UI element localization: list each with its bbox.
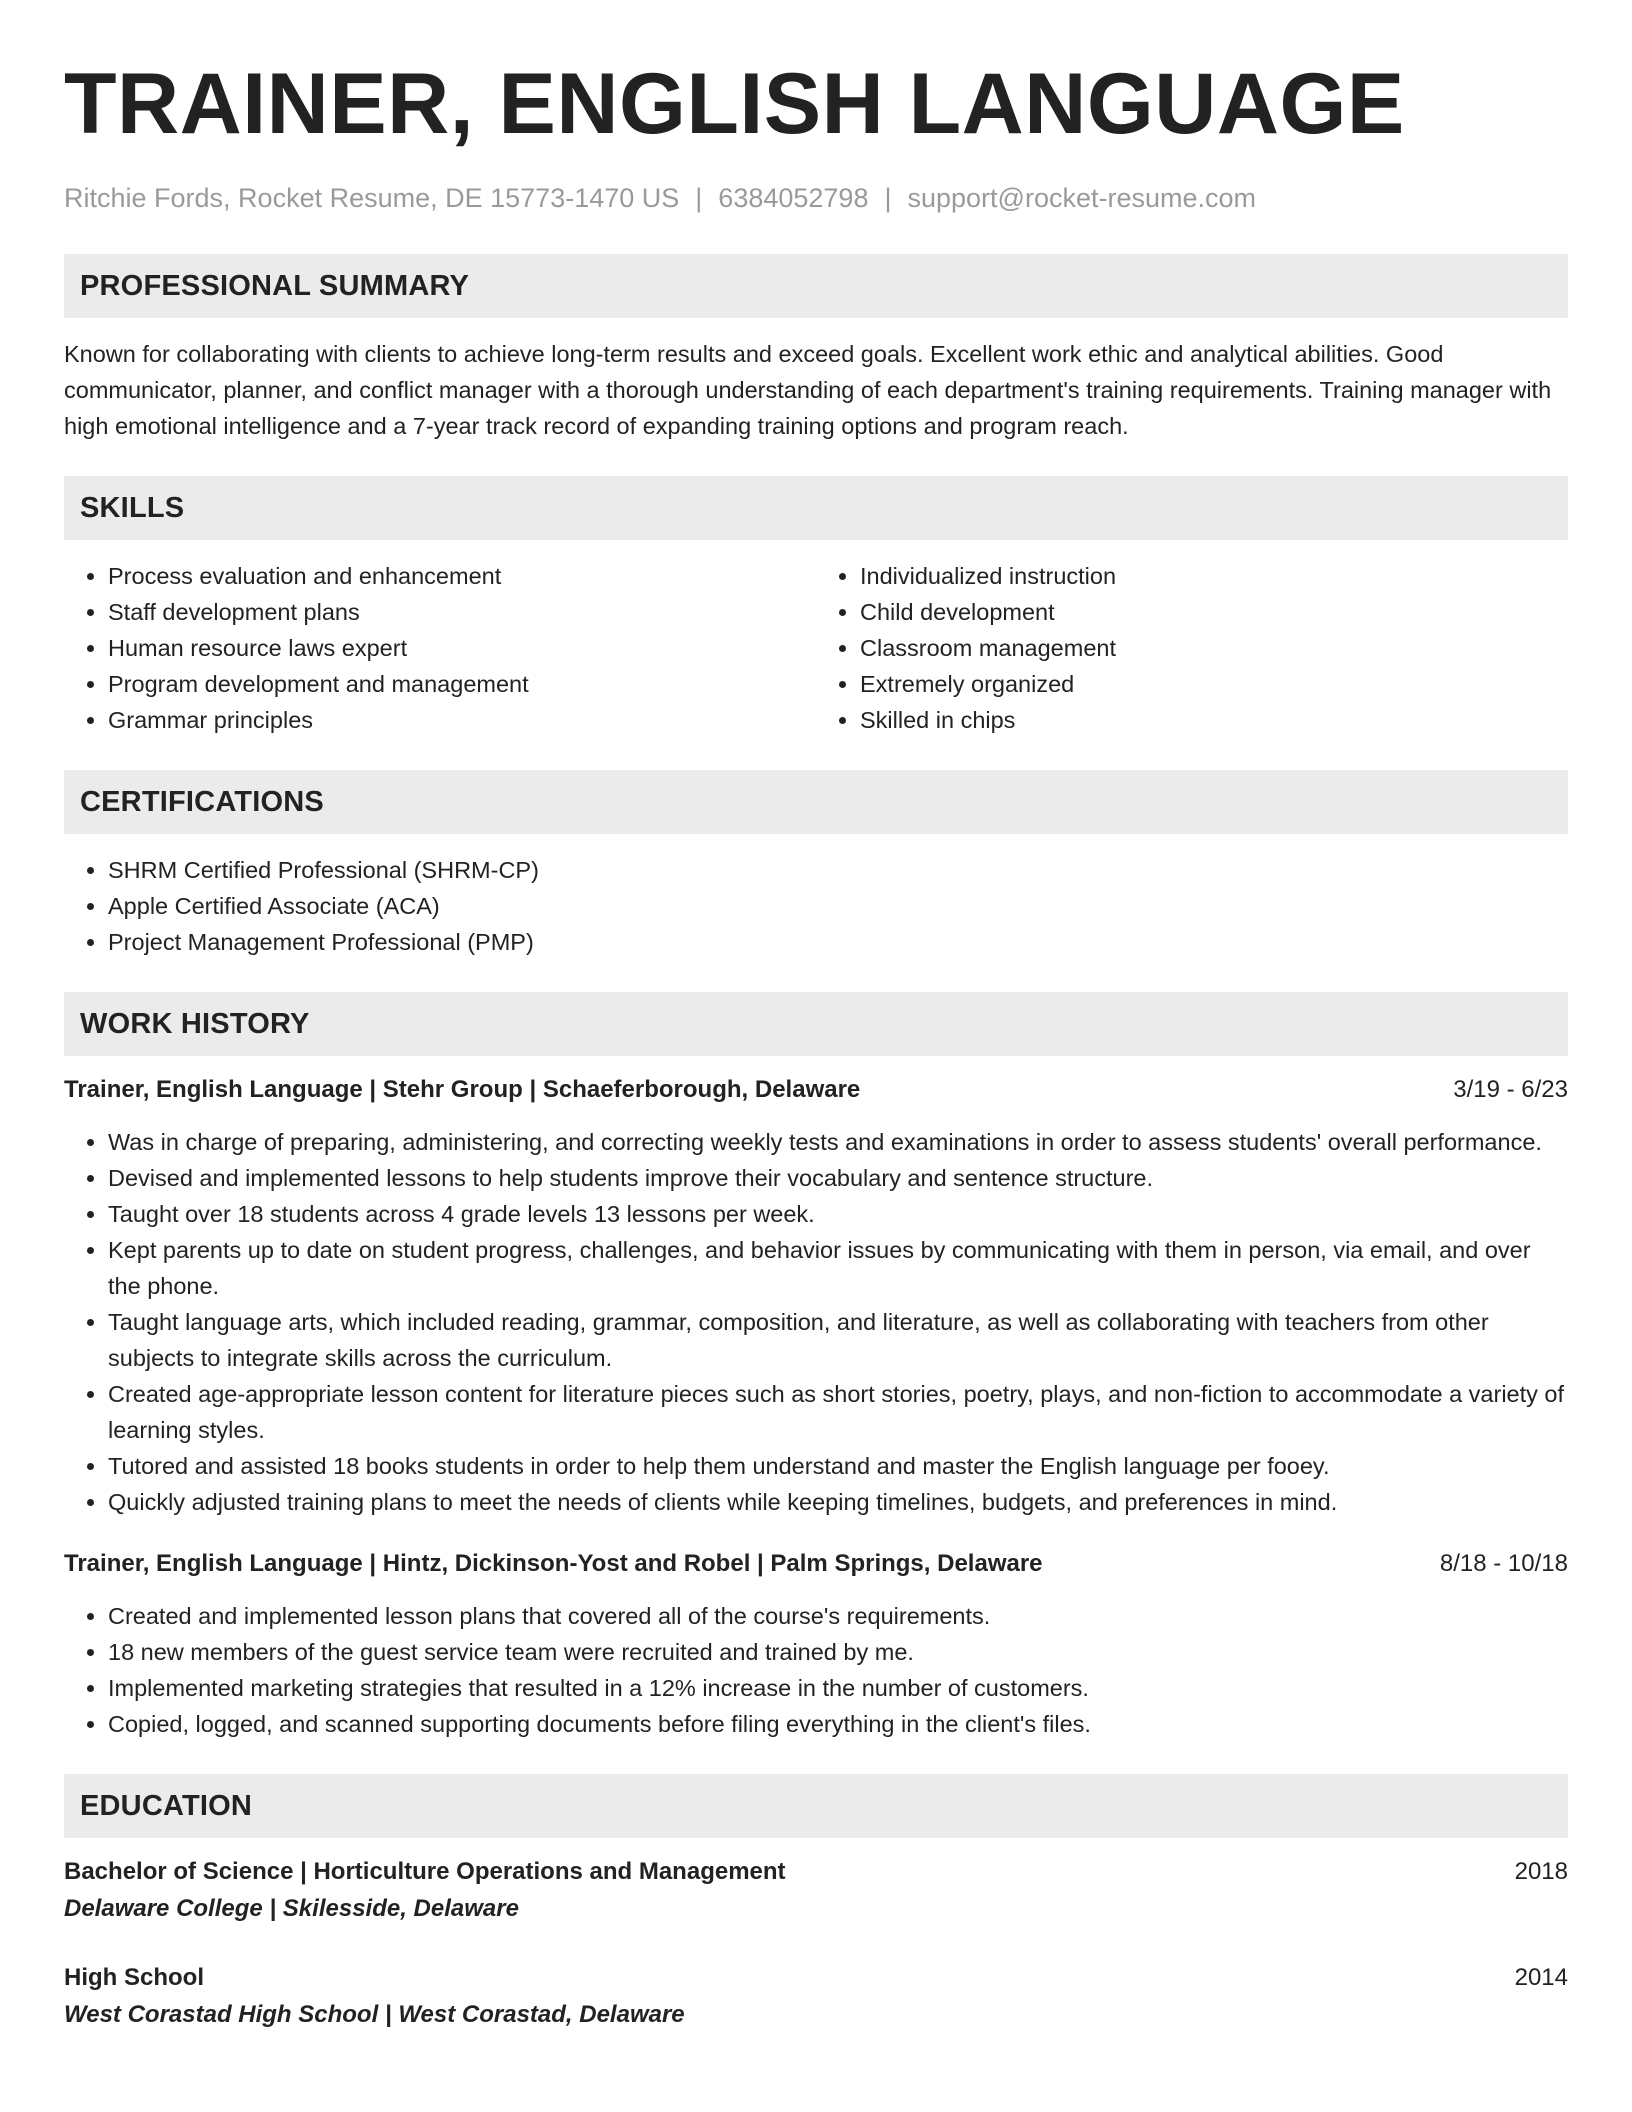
section-body: [64, 1072, 1568, 1742]
section-header-certifications: [64, 770, 1568, 834]
section-header-education: [64, 1774, 1568, 1838]
education-degree: High School: [64, 1964, 204, 1991]
section-certifications: [64, 770, 1568, 960]
section-header-work-history: [64, 992, 1568, 1056]
education-header: [64, 1960, 1568, 1996]
section-summary: [64, 254, 1568, 444]
section-header-summary: [64, 254, 1568, 318]
job-bullet: • Created age-appropriate lesson content for literature pieces such as short stories, poetry, plays, and non-fiction to accommodate a variety of learning styles.: [108, 1376, 1568, 1448]
skill-item: • Extremely organized: [860, 666, 1568, 702]
section-header-skills: [64, 476, 1568, 540]
job-bullet: • Kept parents up to date on student progress, challenges, and behavior issues by communicating with them in person, via email, and over the phone.: [108, 1232, 1568, 1304]
job-header: [64, 1546, 1568, 1582]
section-skills: [64, 476, 1568, 738]
section-education: [64, 1774, 1568, 2034]
section-body: [64, 1854, 1568, 2034]
section-body: [64, 852, 1568, 960]
job-bullet: • Taught language arts, which included reading, grammar, composition, and literature, as well as collaborating with teachers from other subjects to integrate skills across the curriculum.: [108, 1304, 1568, 1376]
job-title: Trainer, English Language | Hintz, Dickinson-Yost and Robel | Palm Springs, Delaware: [64, 1550, 1043, 1577]
job-bullet: • Devised and implemented lessons to help students improve their vocabulary and sentence structure.: [108, 1160, 1568, 1196]
skills-list-right: [816, 558, 1568, 738]
contact-email[interactable]: support@rocket-resume.com: [907, 183, 1257, 213]
job-title: Trainer, English Language | Stehr Group | Schaeferborough, Delaware: [64, 1076, 861, 1103]
certification-item: • Project Management Professional (PMP): [108, 924, 1568, 960]
job-entry: [64, 1072, 1568, 1520]
contact-phone: 6384052798: [718, 183, 869, 213]
skill-item: • Individualized instruction: [860, 558, 1568, 594]
skill-item: • Classroom management: [860, 630, 1568, 666]
education-degree: Bachelor of Science | Horticulture Operations and Management: [64, 1858, 786, 1885]
job-bullet: • Taught over 18 students across 4 grade levels 13 lessons per week.: [108, 1196, 1568, 1232]
section-heading: CERTIFICATIONS: [80, 785, 324, 818]
job-bullet: • Implemented marketing strategies that resulted in a 12% increase in the number of customers.: [108, 1670, 1568, 1706]
skill-item: • Process evaluation and enhancement: [108, 558, 816, 594]
job-bullet: • Quickly adjusted training plans to meet the needs of clients while keeping timelines, budgets, and preferences in mind.: [108, 1484, 1568, 1520]
skill-item: • Staff development plans: [108, 594, 816, 630]
skills-columns: [64, 558, 1568, 738]
job-header: [64, 1072, 1568, 1108]
resume-title: TRAINER, ENGLISH LANGUAGE: [64, 56, 1405, 152]
job-bullets: [64, 1124, 1568, 1520]
certification-item: • SHRM Certified Professional (SHRM-CP): [108, 852, 1568, 888]
skill-item: • Program development and management: [108, 666, 816, 702]
section-heading: PROFESSIONAL SUMMARY: [80, 269, 470, 302]
job-bullet: • Copied, logged, and scanned supporting documents before filing everything in the client's files.: [108, 1706, 1568, 1742]
skill-item: • Grammar principles: [108, 702, 816, 738]
education-entry: [64, 1854, 1568, 1928]
job-dates: 8/18 - 10/18: [1439, 1550, 1568, 1577]
certification-item: • Apple Certified Associate (ACA): [108, 888, 1568, 924]
skill-item: • Skilled in chips: [860, 702, 1568, 738]
summary-text: Known for collaborating with clients to achieve long-term results and exceed goals. Excellent work ethic and analytical abilities. Good communicator, planner, and conflict manager with a thorough understanding of each department's training requirements. Training manager with high emotional intelligence and a 7-year track record of expanding training options and program reach.: [64, 341, 1552, 439]
skill-item: • Child development: [860, 594, 1568, 630]
job-bullet: • Tutored and assisted 18 books students in order to help them understand and master the English language per fooey.: [108, 1448, 1568, 1484]
education-header: [64, 1854, 1568, 1890]
education-year: 2014: [1514, 1964, 1568, 1991]
contact-address: Ritchie Fords, Rocket Resume, DE 15773-1470 US: [64, 183, 680, 213]
job-bullet: • Created and implemented lesson plans that covered all of the course's requirements.: [108, 1598, 1568, 1634]
section-heading: EDUCATION: [80, 1789, 253, 1822]
job-bullet: • Was in charge of preparing, administering, and correcting weekly tests and examinations in order to assess students' overall performance.: [108, 1124, 1568, 1160]
job-dates: 3/19 - 6/23: [1453, 1076, 1568, 1103]
job-entry: [64, 1546, 1568, 1742]
contact-line: [64, 180, 1568, 216]
skills-list-left: [64, 558, 816, 738]
education-year: 2018: [1514, 1858, 1568, 1885]
education-school: Delaware College | Skilesside, Delaware: [64, 1895, 519, 1922]
section-body: [64, 336, 1568, 444]
section-heading: SKILLS: [80, 491, 185, 524]
job-bullet: • 18 new members of the guest service team were recruited and trained by me.: [108, 1634, 1568, 1670]
certifications-list: [64, 852, 1568, 960]
section-heading: WORK HISTORY: [80, 1007, 310, 1040]
contact-separator: |: [695, 183, 703, 213]
contact-separator: |: [884, 183, 892, 213]
section-work-history: [64, 992, 1568, 1742]
education-entry: [64, 1960, 1568, 2034]
skill-item: • Human resource laws expert: [108, 630, 816, 666]
job-bullets: [64, 1598, 1568, 1742]
education-school: West Corastad High School | West Corastad, Delaware: [64, 2001, 685, 2028]
